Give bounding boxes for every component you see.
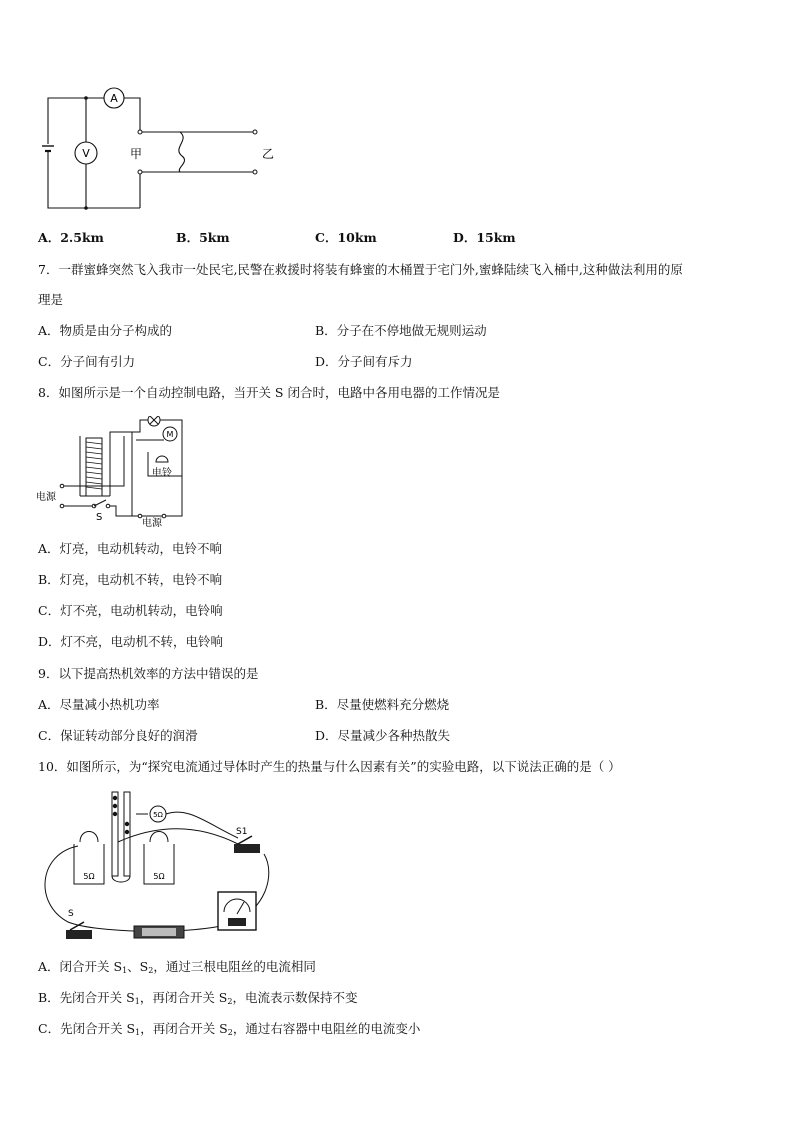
resistor-top-label: 5Ω <box>153 811 163 819</box>
q6-option-d: D．15km <box>453 230 516 245</box>
power-left-label: 电源 <box>36 492 56 503</box>
q8-option-d: D．灯不亮，电动机不转，电铃响 <box>38 634 224 649</box>
q6-option-c: C．10km <box>315 230 377 245</box>
bell-label: 电铃 <box>152 468 172 479</box>
q8-option-c: C．灯不亮，电动机转动，电铃响 <box>38 603 223 618</box>
resistor-right-label: 5Ω <box>153 872 165 881</box>
circuit-figure-1 <box>40 84 280 214</box>
q7-stem-line2: 理是 <box>38 292 64 307</box>
q9-stem: 9．以下提高热机效率的方法中错误的是 <box>38 666 259 681</box>
q7-option-d: D．分子间有斥力 <box>315 354 413 369</box>
experiment-figure-q10 <box>38 784 278 944</box>
q10-option-b: B．先闭合开关 $S_1$，再闭合开关 $S_2$，电流表示数保持不变 <box>38 990 358 1006</box>
switch-s1-label: S1 <box>236 827 248 837</box>
voltmeter-label: V <box>82 147 90 160</box>
q9-option-d: D．尽量减少各种热散失 <box>315 728 451 743</box>
circuit-figure-q8 <box>36 416 196 528</box>
q10-option-c: C．先闭合开关 $S_1$，再闭合开关 $S_2$，通过右容器中电阻丝的电流变小 <box>38 1021 421 1037</box>
q7-stem-line1: 7．一群蜜蜂突然飞入我市一处民宅,民警在救援时将装有蜂蜜的木桶置于宅门外,蜜蜂陆续飞入桶中,这种做法利用的原 <box>38 262 683 277</box>
q6-option-a: A．2.5km <box>38 230 104 245</box>
switch-s-label: S <box>96 512 103 523</box>
q8-stem: 8．如图所示是一个自动控制电路，当开关 S 闭合时，电路中各用电器的工作情况是 <box>38 385 500 400</box>
q10-option-a: A．闭合开关 $S_1$、$S_2$，通过三根电阻丝的电流相同 <box>38 959 316 975</box>
lamp-icon <box>148 416 160 426</box>
q9-option-c: C．保证转动部分良好的润滑 <box>38 728 198 743</box>
switch-s1-icon <box>234 844 260 853</box>
bell-icon <box>156 456 168 462</box>
motor-label: M <box>166 430 174 439</box>
q7-option-c: C．分子间有引力 <box>38 354 136 369</box>
switch-s-icon <box>94 500 106 506</box>
q7-option-b: B．分子在不停地做无规则运动 <box>315 323 487 338</box>
switch-s-q10-label: S <box>68 909 74 919</box>
side-b-label: 乙 <box>262 147 275 161</box>
side-a-label: 甲 <box>130 147 143 161</box>
q6-option-b: B．5km <box>176 230 230 245</box>
q9-option-a: A．尽量减小热机功率 <box>38 697 160 712</box>
resistor-left-label: 5Ω <box>83 872 95 881</box>
q8-option-b: B．灯亮，电动机不转，电铃不响 <box>38 572 223 587</box>
q9-option-b: B．尽量使燃料充分燃烧 <box>315 697 450 712</box>
q10-stem: 10．如图所示，为“探究电流通过导体时产生的热量与什么因素有关”的实验电路，以下说法正确的是（ ） <box>38 759 621 774</box>
ammeter-label: A <box>110 92 118 105</box>
q8-option-a: A．灯亮，电动机转动，电铃不响 <box>38 541 223 556</box>
q7-option-a: A．物质是由分子构成的 <box>38 323 173 338</box>
power-bottom-label: 电源 <box>142 518 162 528</box>
switch-s-icon <box>66 930 92 939</box>
